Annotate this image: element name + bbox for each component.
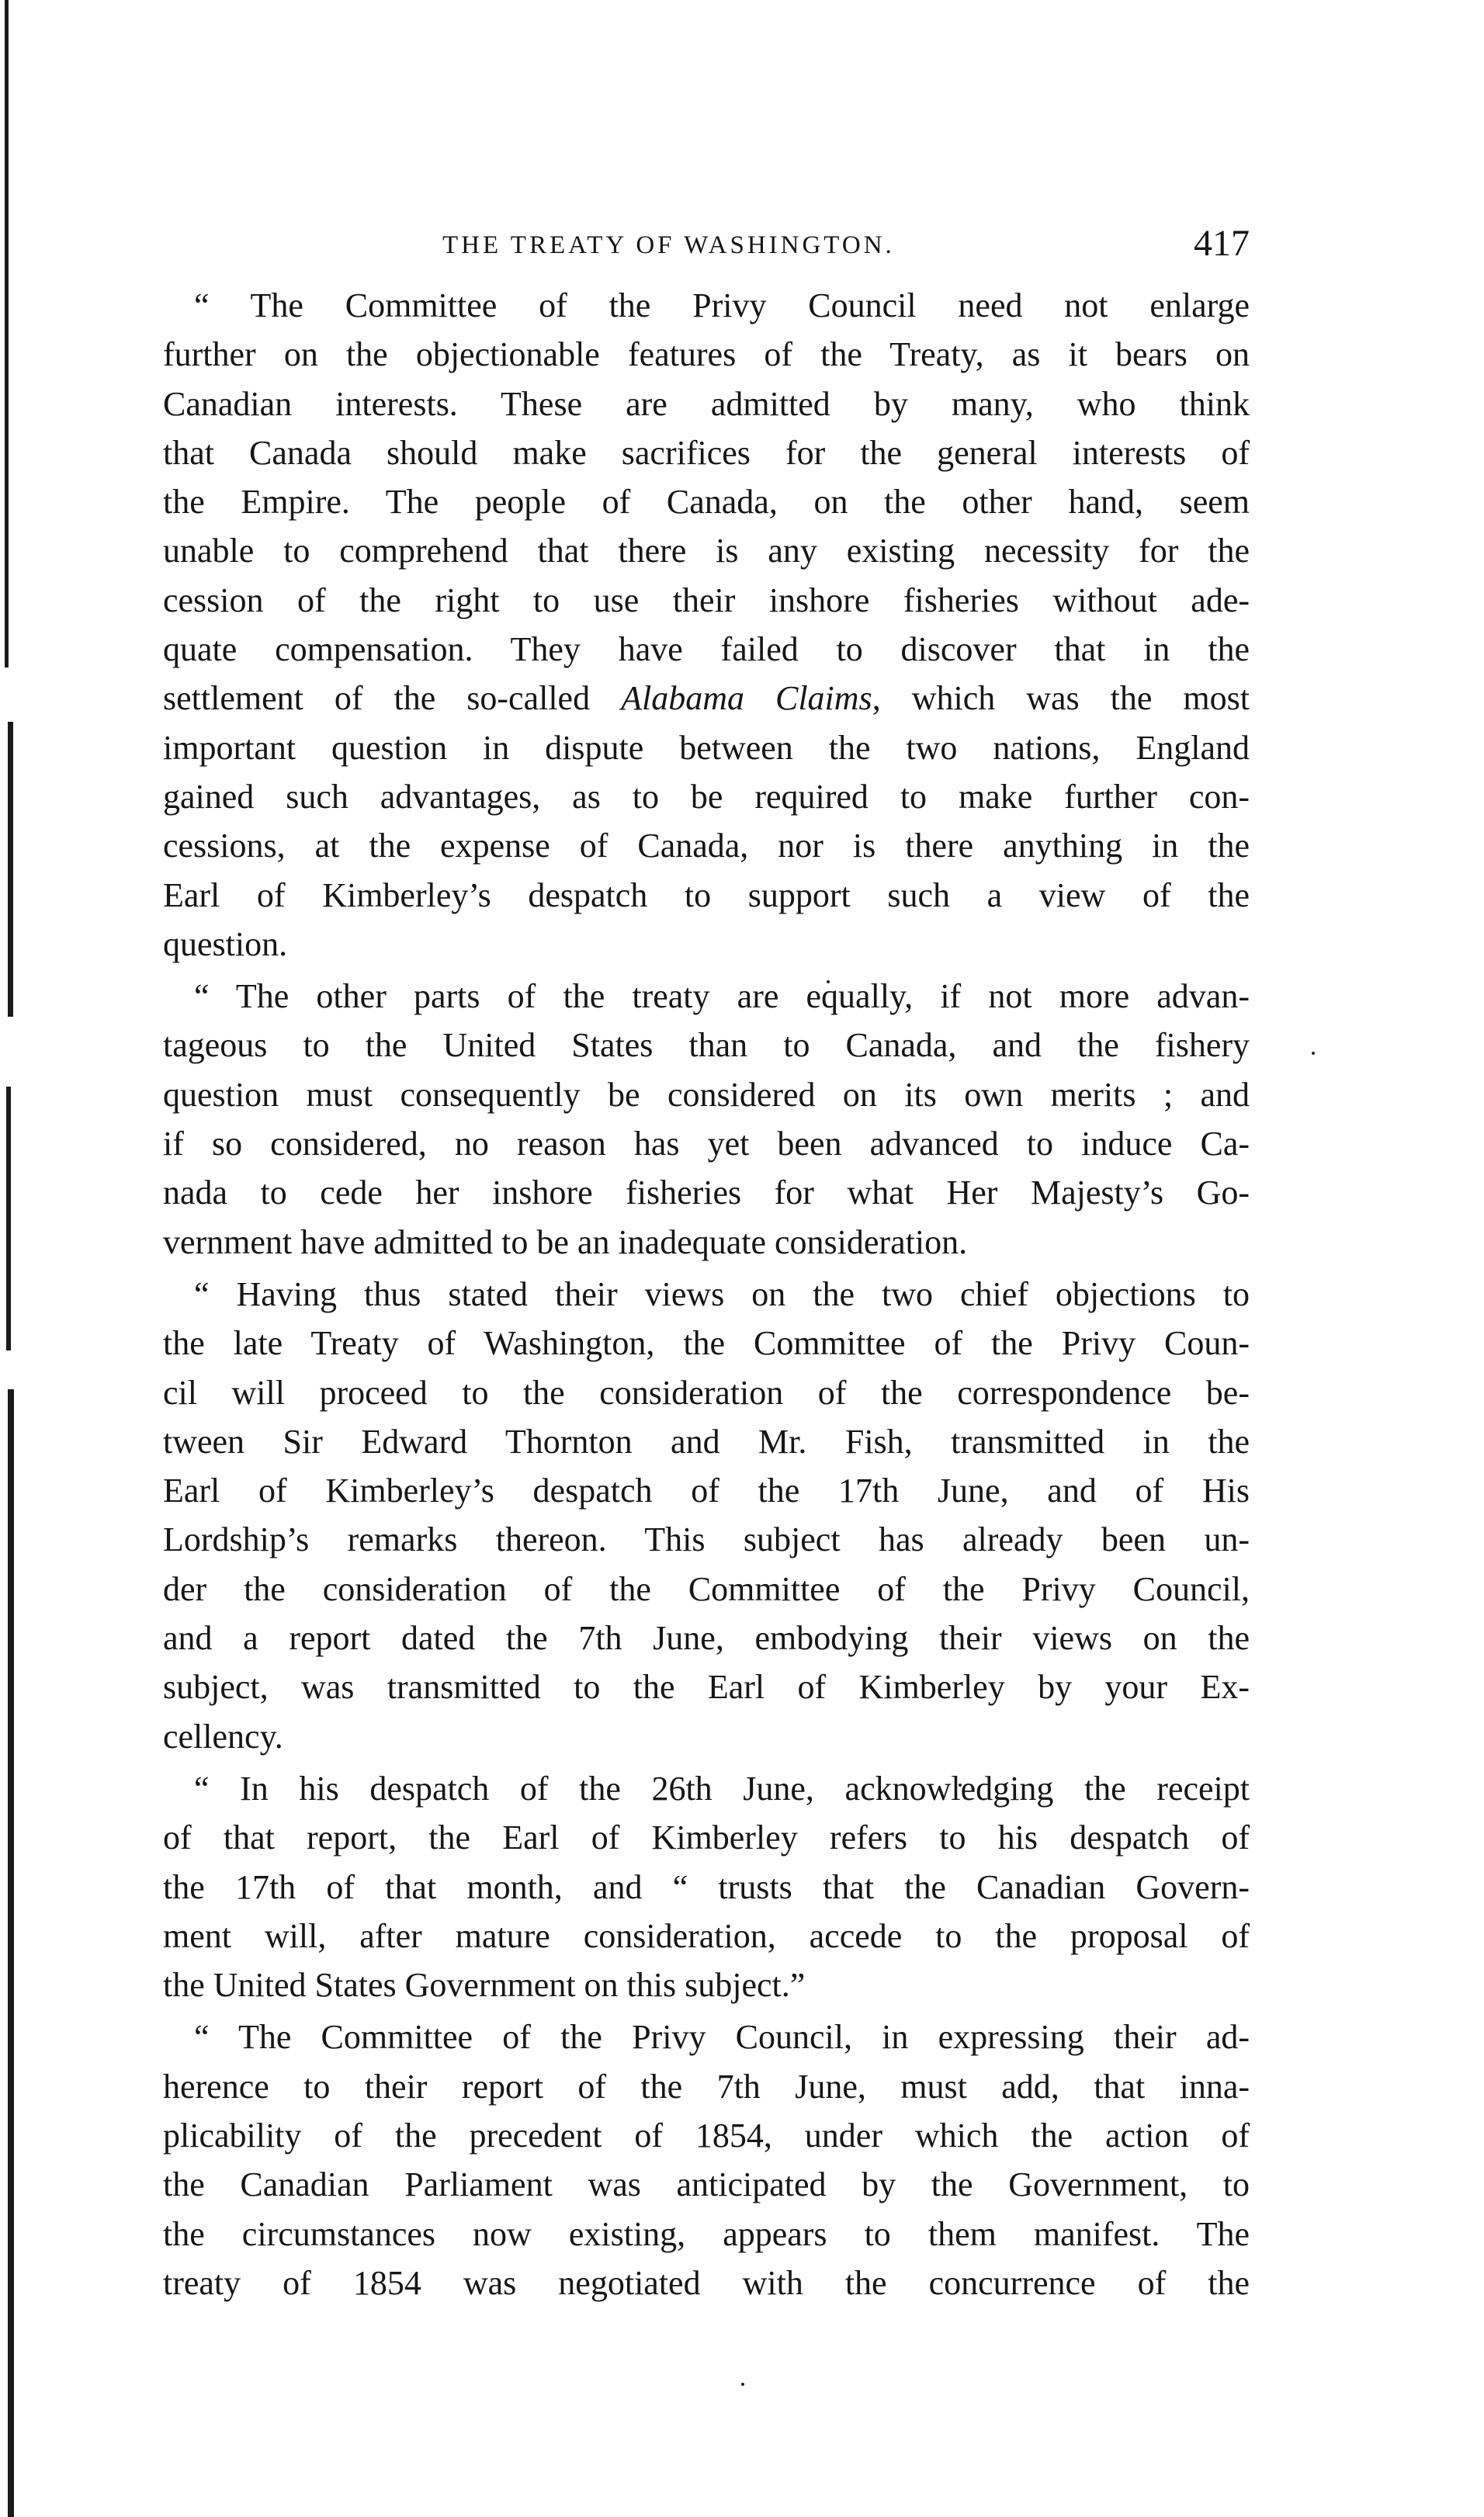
text-line: Earl of Kimberley’s despatch to support such a view of the — [163, 875, 1250, 914]
text-line: of that report, the Earl of Kimberley refers to his despatch of — [163, 1818, 1250, 1857]
text-line: vernment have admitted to be an inadequate consideration. — [163, 1222, 968, 1261]
binding-edge — [8, 722, 13, 1017]
paragraph — [163, 1270, 1250, 1761]
text-line: the Empire. The people of Canada, on the other hand, seem — [163, 483, 1250, 522]
text-line: nada to cede her inshore fisheries for what Her Majesty’s Go- — [163, 1174, 1250, 1212]
text-line: Lordship’s remarks thereon. This subject has already been un- — [163, 1520, 1250, 1559]
paragraph — [163, 2013, 1250, 2307]
text-line: Canadian interests. These are admitted by many, who think — [163, 384, 1250, 423]
paragraph — [163, 281, 1250, 969]
text-line: subject, was transmitted to the Earl of Kimberley by your Ex- — [163, 1668, 1250, 1707]
text-line: quate compensation. They have failed to discover that in the — [163, 630, 1250, 669]
text-line: further on the objectionable features of the Treaty, as it bears on — [163, 335, 1250, 374]
text-line: cellency. — [163, 1717, 283, 1756]
body-text — [163, 281, 1250, 2307]
binding-edge — [8, 1389, 14, 2517]
text-line: cessions, at the expense of Canada, nor is there anything in the — [163, 827, 1250, 865]
page-number: 417 — [1194, 223, 1250, 264]
print-speck — [741, 2383, 744, 2386]
text-line: unable to comprehend that there is any existing necessity for the — [163, 532, 1250, 570]
text-line: treaty of 1854 was negotiated with the concurrence of the — [163, 2263, 1250, 2302]
text-line: der the consideration of the Committee of the Privy Council, — [163, 1569, 1250, 1608]
text-line: plicability of the precedent of 1854, under which the action of — [163, 2116, 1250, 2155]
text-line: and a report dated the 7th June, embodying their views on the — [163, 1619, 1250, 1658]
text-line: ment will, after mature consideration, accede to the proposal of — [163, 1916, 1250, 1955]
text-line: the Canadian Parliament was anticipated by the Government, to — [163, 2165, 1250, 2204]
text-line: important question in dispute between the two nations, England — [163, 728, 1250, 767]
running-head — [163, 223, 1250, 281]
text-line: question. — [163, 924, 288, 963]
print-speck — [1312, 1052, 1315, 1055]
running-title: THE TREATY OF WASHINGTON. — [442, 231, 895, 259]
text-line: the 17th of that month, and “ trusts that the Canadian Govern- — [163, 1867, 1250, 1906]
italic-phrase: Alabama Claims — [621, 679, 872, 718]
text-line: “ In his despatch of the 26th June, acknowledging the receipt — [194, 1769, 1250, 1808]
text-line: “ Having thus stated their views on the two chief objections to — [194, 1274, 1250, 1313]
text-line: cil will proceed to the consideration of the correspondence be- — [163, 1373, 1250, 1412]
text-line: the United States Government on this subject.” — [163, 1966, 806, 2005]
text-line: Earl of Kimberley’s despatch of the 17th June, and of His — [163, 1472, 1250, 1510]
text-line: the circumstances now existing, appears to them manifest. The — [163, 2214, 1250, 2253]
text-line: “ The Committee of the Privy Council, in expressing their ad- — [194, 2018, 1250, 2057]
text-line: herence to their report of the 7th June, must add, that inna- — [163, 2067, 1250, 2106]
book-page — [163, 223, 1250, 2311]
text-line: “ The other parts of the treaty are equally, if not more advan- — [194, 977, 1250, 1016]
text-line: question must consequently be considered on its own merits ; and — [163, 1075, 1250, 1114]
text-line: gained such advantages, as to be required to make further con- — [163, 777, 1250, 816]
binding-edge — [5, 0, 9, 667]
paragraph — [163, 972, 1250, 1267]
text-line: cession of the right to use their inshore fisheries without ade- — [163, 581, 1250, 619]
text-line: that Canada should make sacrifices for the general interests of — [163, 433, 1250, 472]
text-line: “ The Committee of the Privy Council need not enlarge — [194, 286, 1250, 324]
binding-edge — [6, 1087, 11, 1350]
text-line: the late Treaty of Washington, the Committee of the Privy Coun- — [163, 1324, 1250, 1363]
text-line: tageous to the United States than to Canada, and the fishery — [163, 1026, 1250, 1065]
paragraph — [163, 1764, 1250, 2009]
text-line: settlement of the so-called Alabama Claims, which was the most — [163, 679, 1250, 718]
text-line: tween Sir Edward Thornton and Mr. Fish, transmitted in the — [163, 1422, 1250, 1461]
text-line: if so considered, no reason has yet been advanced to induce Ca- — [163, 1125, 1250, 1163]
